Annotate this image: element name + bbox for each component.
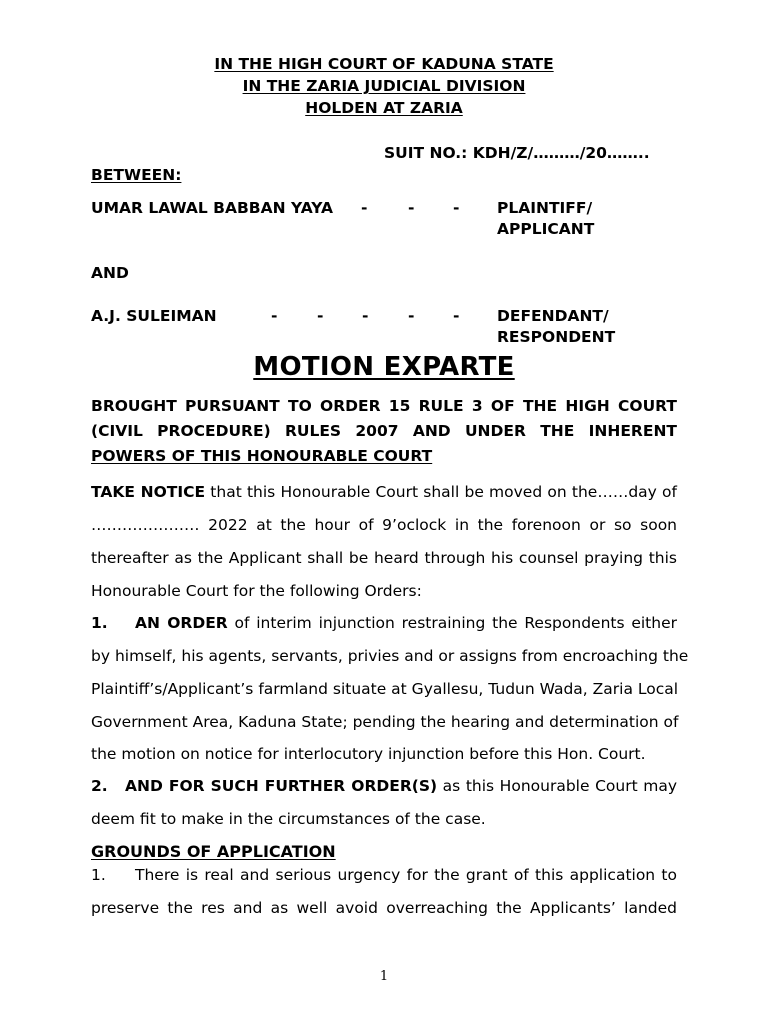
order-lead: AND FOR SUCH FURTHER ORDER(S) [125, 777, 438, 795]
plaintiff-dash: - [453, 199, 460, 217]
order-lead: AN ORDER [135, 614, 228, 632]
document-title: MOTION EXPARTE [253, 352, 515, 382]
order-line: deem fit to make in the circumstances of the case. [91, 810, 486, 828]
plaintiff-dash: - [408, 199, 415, 217]
order-line: AN ORDER of interim injunction restraining the Respondents either [135, 614, 677, 632]
order-line: the motion on notice for interlocutory injunction before this Hon. Court. [91, 745, 646, 763]
ground-line: There is real and serious urgency for the grant of this application to [135, 866, 677, 884]
defendant-dash: - [362, 307, 369, 325]
preamble-line: (CIVIL PROCEDURE) RULES 2007 AND UNDER THE INHERENT [91, 422, 677, 440]
order-number: 2. [91, 777, 108, 795]
court-name: IN THE HIGH COURT OF KADUNA STATE [214, 55, 554, 73]
notice-line: ………………… 2022 at the hour of 9’oclock in the forenoon or so soon [91, 516, 677, 534]
defendant-role: DEFENDANT/ [497, 307, 609, 325]
defendant-dash: - [408, 307, 415, 325]
plaintiff-name: UMAR LAWAL BABBAN YAYA [91, 199, 333, 217]
preamble-line: BROUGHT PURSUANT TO ORDER 15 RULE 3 OF THE HIGH COURT [91, 397, 677, 415]
notice-line: TAKE NOTICE that this Honourable Court shall be moved on the……day of [91, 483, 677, 501]
holden-at: HOLDEN AT ZARIA [305, 99, 463, 117]
defendant-dash: - [317, 307, 324, 325]
order-line: by himself, his agents, servants, privies and or assigns from encroaching the [91, 647, 689, 665]
and-label: AND [91, 264, 129, 282]
defendant-role-continued: RESPONDENT [497, 328, 616, 346]
defendant-name: A.J. SULEIMAN [91, 307, 217, 325]
order-number: 1. [91, 614, 108, 632]
preamble-line: POWERS OF THIS HONOURABLE COURT [91, 447, 433, 465]
grounds-heading: GROUNDS OF APPLICATION [91, 842, 336, 861]
judicial-division: IN THE ZARIA JUDICIAL DIVISION [242, 77, 526, 95]
order-line: Plaintiff’s/Applicant’s farmland situate at Gyallesu, Tudun Wada, Zaria Local [91, 680, 679, 698]
between-label: BETWEEN: [91, 166, 182, 184]
notice-line: Honourable Court for the following Orders: [91, 582, 422, 600]
defendant-dash: - [271, 307, 278, 325]
notice-line: thereafter as the Applicant shall be heard through his counsel praying this [91, 549, 677, 567]
ground-line: preserve the res and as well avoid overreaching the Applicants’ landed [91, 899, 677, 917]
defendant-dash: - [453, 307, 460, 325]
suit-number: SUIT NO.: KDH/Z/………/20…….. [384, 144, 650, 162]
order-line: AND FOR SUCH FURTHER ORDER(S) as this Honourable Court may [125, 777, 677, 795]
notice-lead: TAKE NOTICE [91, 483, 206, 501]
preamble [91, 394, 677, 469]
order-line: Government Area, Kaduna State; pending the hearing and determination of [91, 713, 679, 731]
plaintiff-dash: - [361, 199, 368, 217]
ground-number: 1. [91, 866, 106, 884]
page-number: 1 [379, 969, 389, 984]
plaintiff-role: PLAINTIFF/ [497, 199, 593, 217]
plaintiff-role-continued: APPLICANT [497, 220, 595, 238]
